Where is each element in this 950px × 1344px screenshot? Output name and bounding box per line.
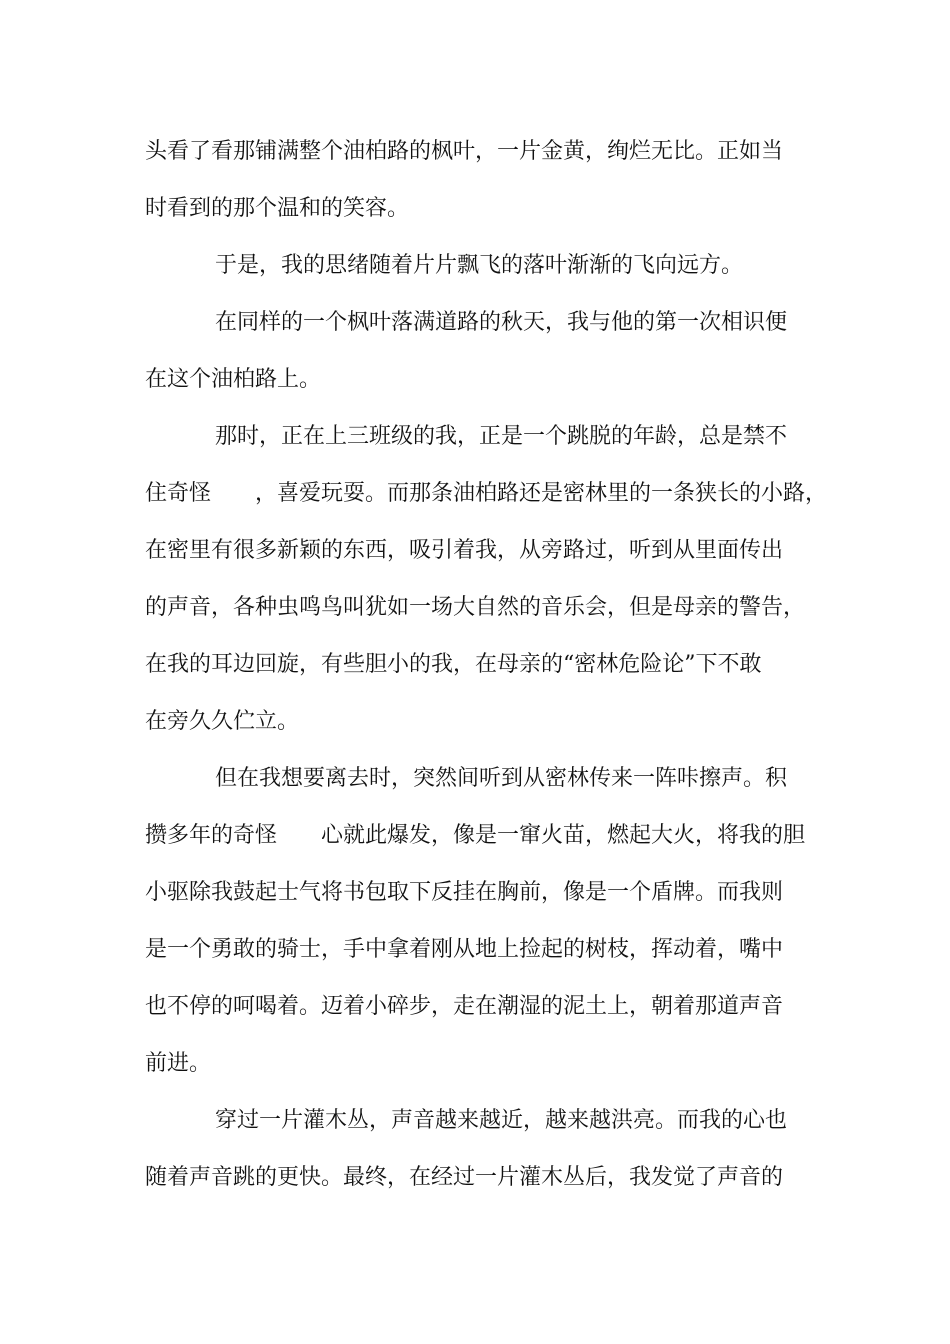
text-line: 也不停的呵喝着。迈着小碎步，走在潮湿的泥土上，朝着那道声音 bbox=[145, 994, 784, 1019]
text-line: 时看到的那个温和的笑容。 bbox=[145, 196, 410, 221]
text-line: 随着声音跳的更快。最终，在经过一片灌木丛后，我发觉了声音的 bbox=[145, 1165, 784, 1190]
paragraph-start-line: 那时，正在上三班级的我，正是一个跳脱的年龄，总是禁不 bbox=[215, 424, 788, 449]
text-line: 是一个勇敢的骑士，手中拿着刚从地上捡起的树枝，挥动着，嘴中 bbox=[145, 937, 784, 962]
paragraph-start-line: 于是，我的思绪随着片片飘飞的落叶渐渐的飞向远方。 bbox=[215, 253, 744, 278]
text-line: 的声音，各种虫鸣鸟叫犹如一场大自然的音乐会，但是母亲的警告， bbox=[145, 595, 806, 620]
text-line: 在我的耳边回旋，有些胆小的我，在母亲的“密林危险论”下不敢 bbox=[145, 652, 762, 677]
text-line: 头看了看那铺满整个油柏路的枫叶，一片金黄，绚烂无比。正如当 bbox=[145, 139, 784, 164]
text-line: 住奇怪 ，喜爱玩耍。而那条油柏路还是密林里的一条狭长的小路， bbox=[145, 481, 828, 506]
paragraph-start-line: 穿过一片灌木丛，声音越来越近，越来越洪亮。而我的心也 bbox=[215, 1108, 788, 1133]
text-line: 前进。 bbox=[145, 1051, 212, 1076]
paragraph-start-line: 在同样的一个枫叶落满道路的秋天，我与他的第一次相识便 bbox=[215, 310, 788, 335]
text-line: 小驱除我鼓起士气将书包取下反挂在胸前，像是一个盾牌。而我则 bbox=[145, 880, 784, 905]
text-line: 攒多年的奇怪 心就此爆发，像是一窜火苗，燃起大火，将我的胆 bbox=[145, 823, 806, 848]
text-line: 在旁久久伫立。 bbox=[145, 709, 300, 734]
text-line: 在这个油柏路上。 bbox=[145, 367, 322, 392]
text-line: 在密里有很多新颖的东西，吸引着我，从旁路过，听到从里面传出 bbox=[145, 538, 784, 563]
paragraph-start-line: 但在我想要离去时，突然间听到从密林传来一阵咔擦声。积 bbox=[215, 766, 788, 791]
